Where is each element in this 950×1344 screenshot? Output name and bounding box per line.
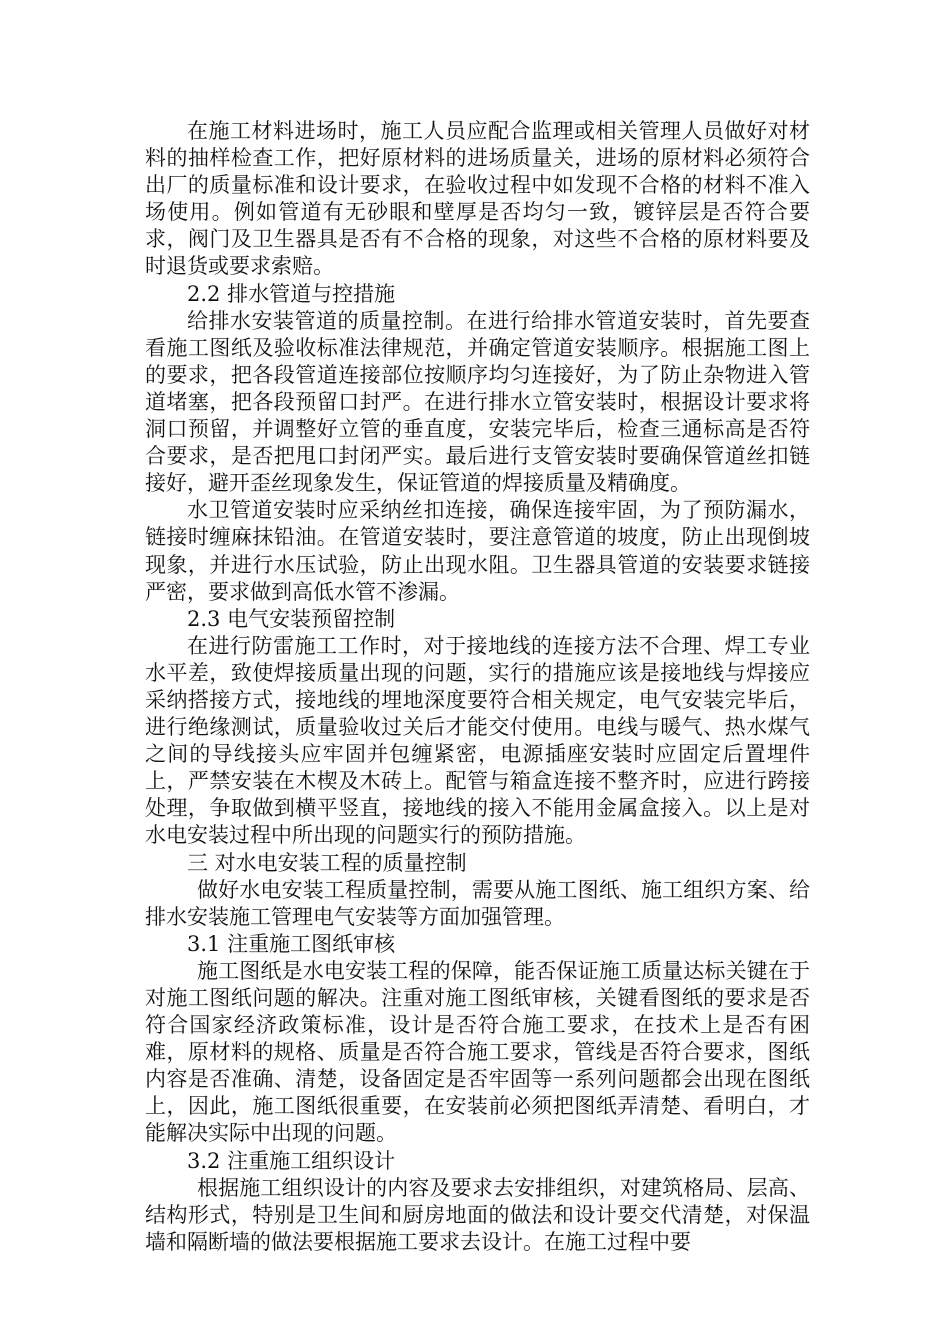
paragraph-quality-control-intro: 做好水电安装工程质量控制，需要从施工图纸、施工组织方案、给排水安装施工管理电气安装等方面加强管理。 (145, 877, 810, 929)
heading-section-3: 三 对水电安装工程的质量控制 (187, 850, 467, 875)
paragraph-sanitary-pipe: 水卫管道安装时应采纳丝扣连接，确保连接牢固，为了预防漏水，链接时缠麻抹铅油。在管道安装时，要注意管道的坡度，防止出现倒坡现象，并进行水压试验，防止出现水阻。卫生器具管道的安装要求链接严密，要求做到高低水管不渗漏。 (145, 498, 810, 604)
paragraph-lightning-protection: 在进行防雷施工工作时，对于接地线的连接方法不合理、焊工专业水平差，致使焊接质量出现的问题，实行的措施应该是接地线与焊接应采纳搭接方式，接地线的埋地深度要符合相关规定，电气安装完毕后，进行绝缘测试，质量验收过关后才能交付使用。电线与暖气、热水煤气之间的导线接头应牢固并包缠紧密，电源插座安装时应固定后置埋件上，严禁安装在木楔及木砖上。配管与箱盒连接不整齐时，应进行跨接处理，争取做到横平竖直，接地线的接入不能用金属盒接入。以上是对水电安装过程中所出现的问题实行的预防措施。 (145, 633, 810, 848)
paragraph-drawing-review: 施工图纸是水电安装工程的保障，能否保证施工质量达标关键在于对施工图纸问题的解决。注重对施工图纸审核，关键看图纸的要求是否符合国家经济政策标准，设计是否符合施工要求，在技术上是否有困难，原材料的规格、质量是否符合施工要求，管线是否符合要求，图纸内容是否准确、清楚，设备固定是否牢固等一系列问题都会出现在图纸上，因此，施工图纸很重要，在安装前必须把图纸弄清楚、看明白，才能解决实际中出现的问题。 (145, 958, 810, 1146)
document-body (145, 118, 810, 1256)
heading-2-2: 2.2 排水管道与控措施 (187, 281, 396, 306)
heading-3-2: 3.2 注重施工组织设计 (187, 1148, 396, 1173)
paragraph-material-inspection: 在施工材料进场时，施工人员应配合监理或相关管理人员做好对材料的抽样检查工作，把好原材料的进场质量关，进场的原材料必须符合出厂的质量标准和设计要求，在验收过程中如发现不合格的材料不准入场使用。例如管道有无砂眼和壁厚是否均匀一致，镀锌层是否符合要求，阀门及卫生器具是否有不合格的现象，对这些不合格的原材料要及时退货或要求索赔。 (145, 119, 810, 279)
heading-2-3: 2.3 电气安装预留控制 (187, 606, 396, 631)
paragraph-drainage-pipe-quality: 给排水安装管道的质量控制。在进行给排水管道安装时，首先要查看施工图纸及验收标准法律规范，并确定管道安装顺序。根据施工图上的要求，把各段管道连接部位按顺序均匀连接好，为了防止杂物进入管道堵塞，把各段预留口封严。在进行排水立管安装时，根据设计要求将洞口预留，并调整好立管的垂直度，安装完毕后，检查三通标高是否符合要求，是否把甩口封闭严实。最后进行支管安装时要确保管道丝扣链接好，避开歪丝现象发生，保证管道的焊接质量及精确度。 (145, 308, 810, 496)
paragraph-construction-organization: 根据施工组织设计的内容及要求去安排组织，对建筑格局、层高、结构形式，特别是卫生间和厨房地面的做法和设计要交代清楚，对保温墙和隔断墙的做法要根据施工要求去设计。在施工过程中要 (145, 1175, 810, 1254)
heading-3-1: 3.1 注重施工图纸审核 (187, 931, 396, 956)
